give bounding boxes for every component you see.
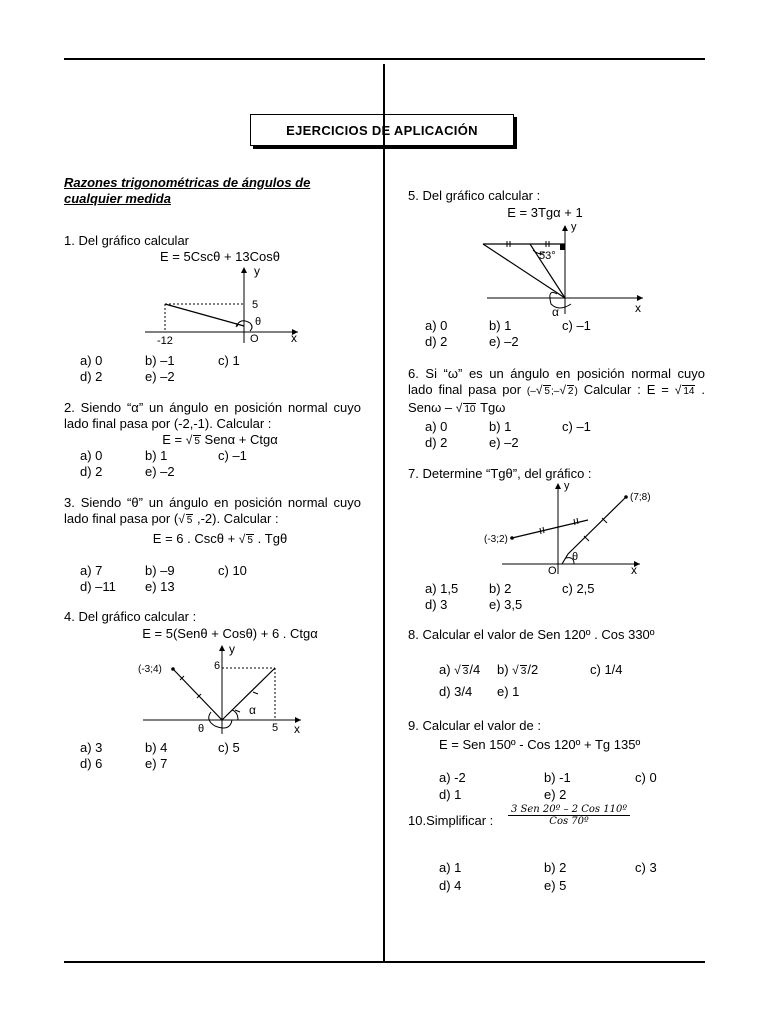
- q4-option-e[interactable]: e) 7: [145, 756, 168, 771]
- q6-option-b[interactable]: b) 1: [489, 419, 512, 434]
- question-1-figure: [140, 263, 310, 345]
- question-4-alpha-label: α: [249, 703, 256, 717]
- question-7-point1-label: (7;8): [630, 492, 651, 503]
- question-10-fraction: [508, 804, 630, 827]
- top-rule: [64, 58, 705, 60]
- question-4-theta-label: θ: [198, 723, 205, 735]
- question-5: 5. Del gráfico calcular :: [408, 188, 541, 203]
- q10-option-d[interactable]: d) 4: [439, 878, 462, 893]
- q6-option-d[interactable]: d) 2: [425, 435, 448, 450]
- q4-option-d[interactable]: d) 6: [80, 756, 103, 771]
- q5-option-a[interactable]: a) 0: [425, 318, 448, 333]
- q5-option-e[interactable]: e) –2: [489, 334, 519, 349]
- question-4-x-label: x: [294, 722, 300, 736]
- question-2: 2. Siendo “α” un ángulo en posición normal cuyo lado final pasa por (-2,-1). Calcular :: [64, 400, 361, 431]
- q4-option-a[interactable]: a) 3: [80, 740, 103, 755]
- q8-option-a[interactable]: a) √ 3/4: [439, 662, 481, 677]
- q8-option-e[interactable]: e) 1: [497, 684, 520, 699]
- question-9-formula: E = Sen 150º - Cos 120º + Tg 135º: [439, 737, 641, 752]
- q2-option-a[interactable]: a) 0: [80, 448, 103, 463]
- question-4-six-label: 6: [214, 660, 221, 672]
- question-1-formula: E = 5Cscθ + 13Cosθ: [160, 249, 280, 264]
- q3-option-e[interactable]: e) 13: [145, 579, 175, 594]
- column-divider: [383, 64, 385, 962]
- q7-option-e[interactable]: e) 3,5: [489, 597, 523, 612]
- page-title: EJERCICIOS DE APLICACIÓN: [250, 114, 514, 146]
- question-9: 9. Calcular el valor de :: [408, 718, 541, 733]
- question-1-origin-label: O: [250, 333, 259, 345]
- question-5-angle-label: 53°: [539, 250, 556, 262]
- q1-option-b[interactable]: b) –1: [145, 353, 175, 368]
- q5-option-d[interactable]: d) 2: [425, 334, 448, 349]
- question-7-figure: [480, 478, 660, 576]
- question-1-five-label: 5: [252, 299, 259, 311]
- q7-option-d[interactable]: d) 3: [425, 597, 448, 612]
- question-7-y-label: y: [564, 480, 570, 492]
- section-title: Razones trigonométricas de ángulos de cualquier medida: [64, 175, 311, 206]
- q3-option-a[interactable]: a) 7: [80, 563, 103, 578]
- question-3: 3. Siendo “θ” un ángulo en posición normal cuyo lado final pasa por (√ 5 ,-2). Calcular :: [64, 495, 361, 526]
- q4-option-b[interactable]: b) 4: [145, 740, 168, 755]
- q4-option-c[interactable]: c) 5: [218, 740, 240, 755]
- q7-option-a[interactable]: a) 1,5: [425, 581, 459, 596]
- q3-option-b[interactable]: b) –9: [145, 563, 175, 578]
- question-4: 4. Del gráfico calcular :: [64, 609, 197, 624]
- question-4-five-label: 5: [272, 722, 279, 734]
- q8-option-d[interactable]: d) 3/4: [439, 684, 473, 699]
- q9-option-d[interactable]: d) 1: [439, 787, 462, 802]
- q10-option-a[interactable]: a) 1: [439, 860, 462, 875]
- question-7: 7. Determine “Tgθ”, del gráfico :: [408, 466, 592, 481]
- question-5-figure: [475, 218, 655, 318]
- q7-option-b[interactable]: b) 2: [489, 581, 512, 596]
- q10-option-c[interactable]: c) 3: [635, 860, 657, 875]
- q8-option-c[interactable]: c) 1/4: [590, 662, 623, 677]
- q2-option-b[interactable]: b) 1: [145, 448, 168, 463]
- question-8: 8. Calcular el valor de Sen 120º . Cos 330º: [408, 627, 655, 642]
- q1-option-d[interactable]: d) 2: [80, 369, 103, 384]
- q10-option-b[interactable]: b) 2: [544, 860, 567, 875]
- question-10-denominator: Cos 70º: [549, 816, 589, 827]
- q1-option-a[interactable]: a) 0: [80, 353, 103, 368]
- q5-option-c[interactable]: c) –1: [562, 318, 591, 333]
- q3-option-d[interactable]: d) –11: [80, 579, 116, 594]
- question-1-y-label: y: [254, 264, 260, 278]
- q9-option-b[interactable]: b) -1: [544, 770, 571, 785]
- question-5-formula: E = 3Tgα + 1: [507, 205, 583, 220]
- q5-option-b[interactable]: b) 1: [489, 318, 512, 333]
- q6-option-a[interactable]: a) 0: [425, 419, 448, 434]
- q2-option-d[interactable]: d) 2: [80, 464, 103, 479]
- q2-option-e[interactable]: e) –2: [145, 464, 175, 479]
- q9-option-c[interactable]: c) 0: [635, 770, 657, 785]
- q10-option-e[interactable]: e) 5: [544, 878, 567, 893]
- q1-option-e[interactable]: e) –2: [145, 369, 175, 384]
- question-5-y-label: y: [571, 221, 577, 233]
- q3-option-c[interactable]: c) 10: [218, 563, 247, 578]
- question-10-numerator: 3 Sen 20º – 2 Cos 110º: [508, 804, 630, 816]
- question-1: 1. Del gráfico calcular: [64, 233, 189, 248]
- question-3-formula: E = 6 . Cscθ + √ 5 . Tgθ: [152, 531, 288, 546]
- question-5-x-label: x: [635, 301, 641, 315]
- question-4-point-label: (-3;4): [138, 664, 162, 675]
- question-2-formula: E = √ 5 Senα + Ctgα: [162, 432, 278, 447]
- q8-option-b[interactable]: b) √ 3/2: [497, 662, 539, 677]
- question-7-origin-label: O: [548, 565, 557, 576]
- q6-option-c[interactable]: c) –1: [562, 419, 591, 434]
- question-1-theta-label: θ: [255, 316, 262, 328]
- question-1-neg12-label: -12: [157, 335, 173, 345]
- q6-option-e[interactable]: e) –2: [489, 435, 519, 450]
- question-4-y-label: y: [229, 642, 235, 656]
- q7-option-c[interactable]: c) 2,5: [562, 581, 595, 596]
- q2-option-c[interactable]: c) –1: [218, 448, 247, 463]
- question-7-theta-label: θ: [572, 551, 579, 563]
- question-7-point2-label: (-3;2): [484, 534, 508, 545]
- question-4-figure: [135, 640, 310, 736]
- question-6: 6. Si “ω” es un ángulo en posición normal cuyo lado final pasa por (–√ 5;–√ 2) Calcular : E = √ 14 . Senω – √ 10 Tgω: [408, 366, 705, 415]
- question-1-x-label: x: [291, 331, 297, 345]
- q1-option-c[interactable]: c) 1: [218, 353, 240, 368]
- question-4-formula: E = 5(Senθ + Cosθ) + 6 . Ctgα: [142, 626, 318, 641]
- q9-option-e[interactable]: e) 2: [544, 787, 567, 802]
- q9-option-a[interactable]: a) -2: [439, 770, 466, 785]
- question-5-alpha-label: α: [552, 305, 559, 318]
- question-10: 10.Simplificar :: [408, 813, 494, 828]
- question-7-x-label: x: [631, 563, 637, 576]
